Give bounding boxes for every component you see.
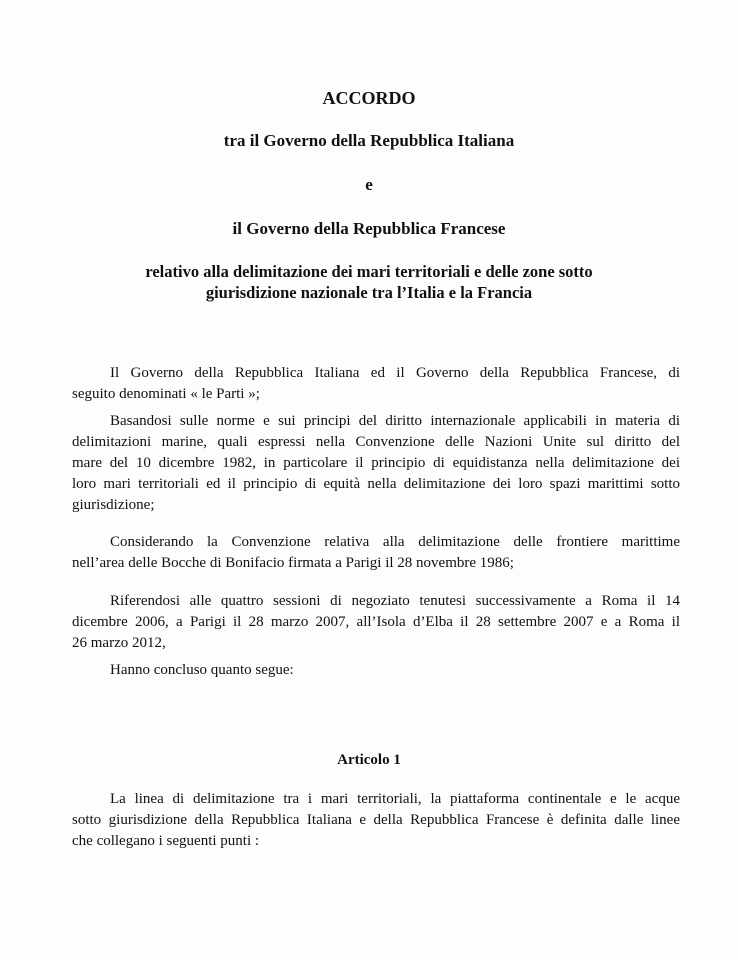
paragraph-line: nell’area delle Bocche di Bonifacio firmata a Parigi il 28 novembre 1986; [72,555,514,571]
paragraph-line: giurisdizione; [72,497,155,513]
preamble-paragraph-sessions [72,591,680,654]
document-title: ACCORDO [322,88,416,108]
preamble-paragraph-basis [72,411,680,516]
paragraph-line: Basandosi sulle norme e sui principi del diritto internazionale applicabili in materia di [110,413,680,429]
article-1-text [72,789,680,852]
party-italy-heading: tra il Governo della Repubblica Italiana [223,131,515,150]
paragraph-line: 26 marzo 2012, [72,635,166,651]
paragraph-line: delimitazioni marine, quali espressi nella Convenzione delle Nazioni Unite sul diritto del [72,434,680,450]
paragraph-line: Hanno concluso quanto segue: [110,662,294,678]
paragraph-line: seguito denominati « le Parti »; [72,386,260,402]
paragraph-line: Considerando la Convenzione relativa alla delimitazione delle frontiere marittime [110,534,680,550]
paragraph-line: La linea di delimitazione tra i mari territoriali, la piattaforma continentale e le acque [110,791,680,807]
subject-heading-line: giurisdizione nazionale tra l’Italia e la Francia [205,283,533,302]
preamble-conclusion [72,660,680,681]
preamble-paragraph-convention [72,532,680,574]
conjunction-heading: e [365,175,373,194]
preamble-paragraph-parties [72,363,680,405]
paragraph-line: mare del 10 dicembre 1982, in particolare il principio di equidistanza nella delimitazione dei [72,455,680,471]
subject-heading [0,261,738,303]
subject-heading-line: relativo alla delimitazione dei mari territoriali e delle zone sotto [145,262,593,281]
paragraph-line: che collegano i seguenti punti : [72,833,260,849]
article-1-title: Articolo 1 [337,752,401,768]
paragraph-line: Il Governo della Repubblica Italiana ed il Governo della Repubblica Francese, di [110,365,680,381]
paragraph-line: loro mari territoriali ed il principio di equità nella delimitazione dei loro spazi marittimi sotto [72,476,680,492]
paragraph-line: Riferendosi alle quattro sessioni di negoziato tenutesi successivamente a Roma il 14 [110,593,680,609]
party-france-heading: il Governo della Repubblica Francese [232,219,506,238]
paragraph-line: sotto giurisdizione della Repubblica Italiana e della Repubblica Francese è definita dalle linee [72,812,680,828]
paragraph-line: dicembre 2006, a Parigi il 28 marzo 2007, all’Isola d’Elba il 28 settembre 2007 e a Roma il [72,614,680,630]
